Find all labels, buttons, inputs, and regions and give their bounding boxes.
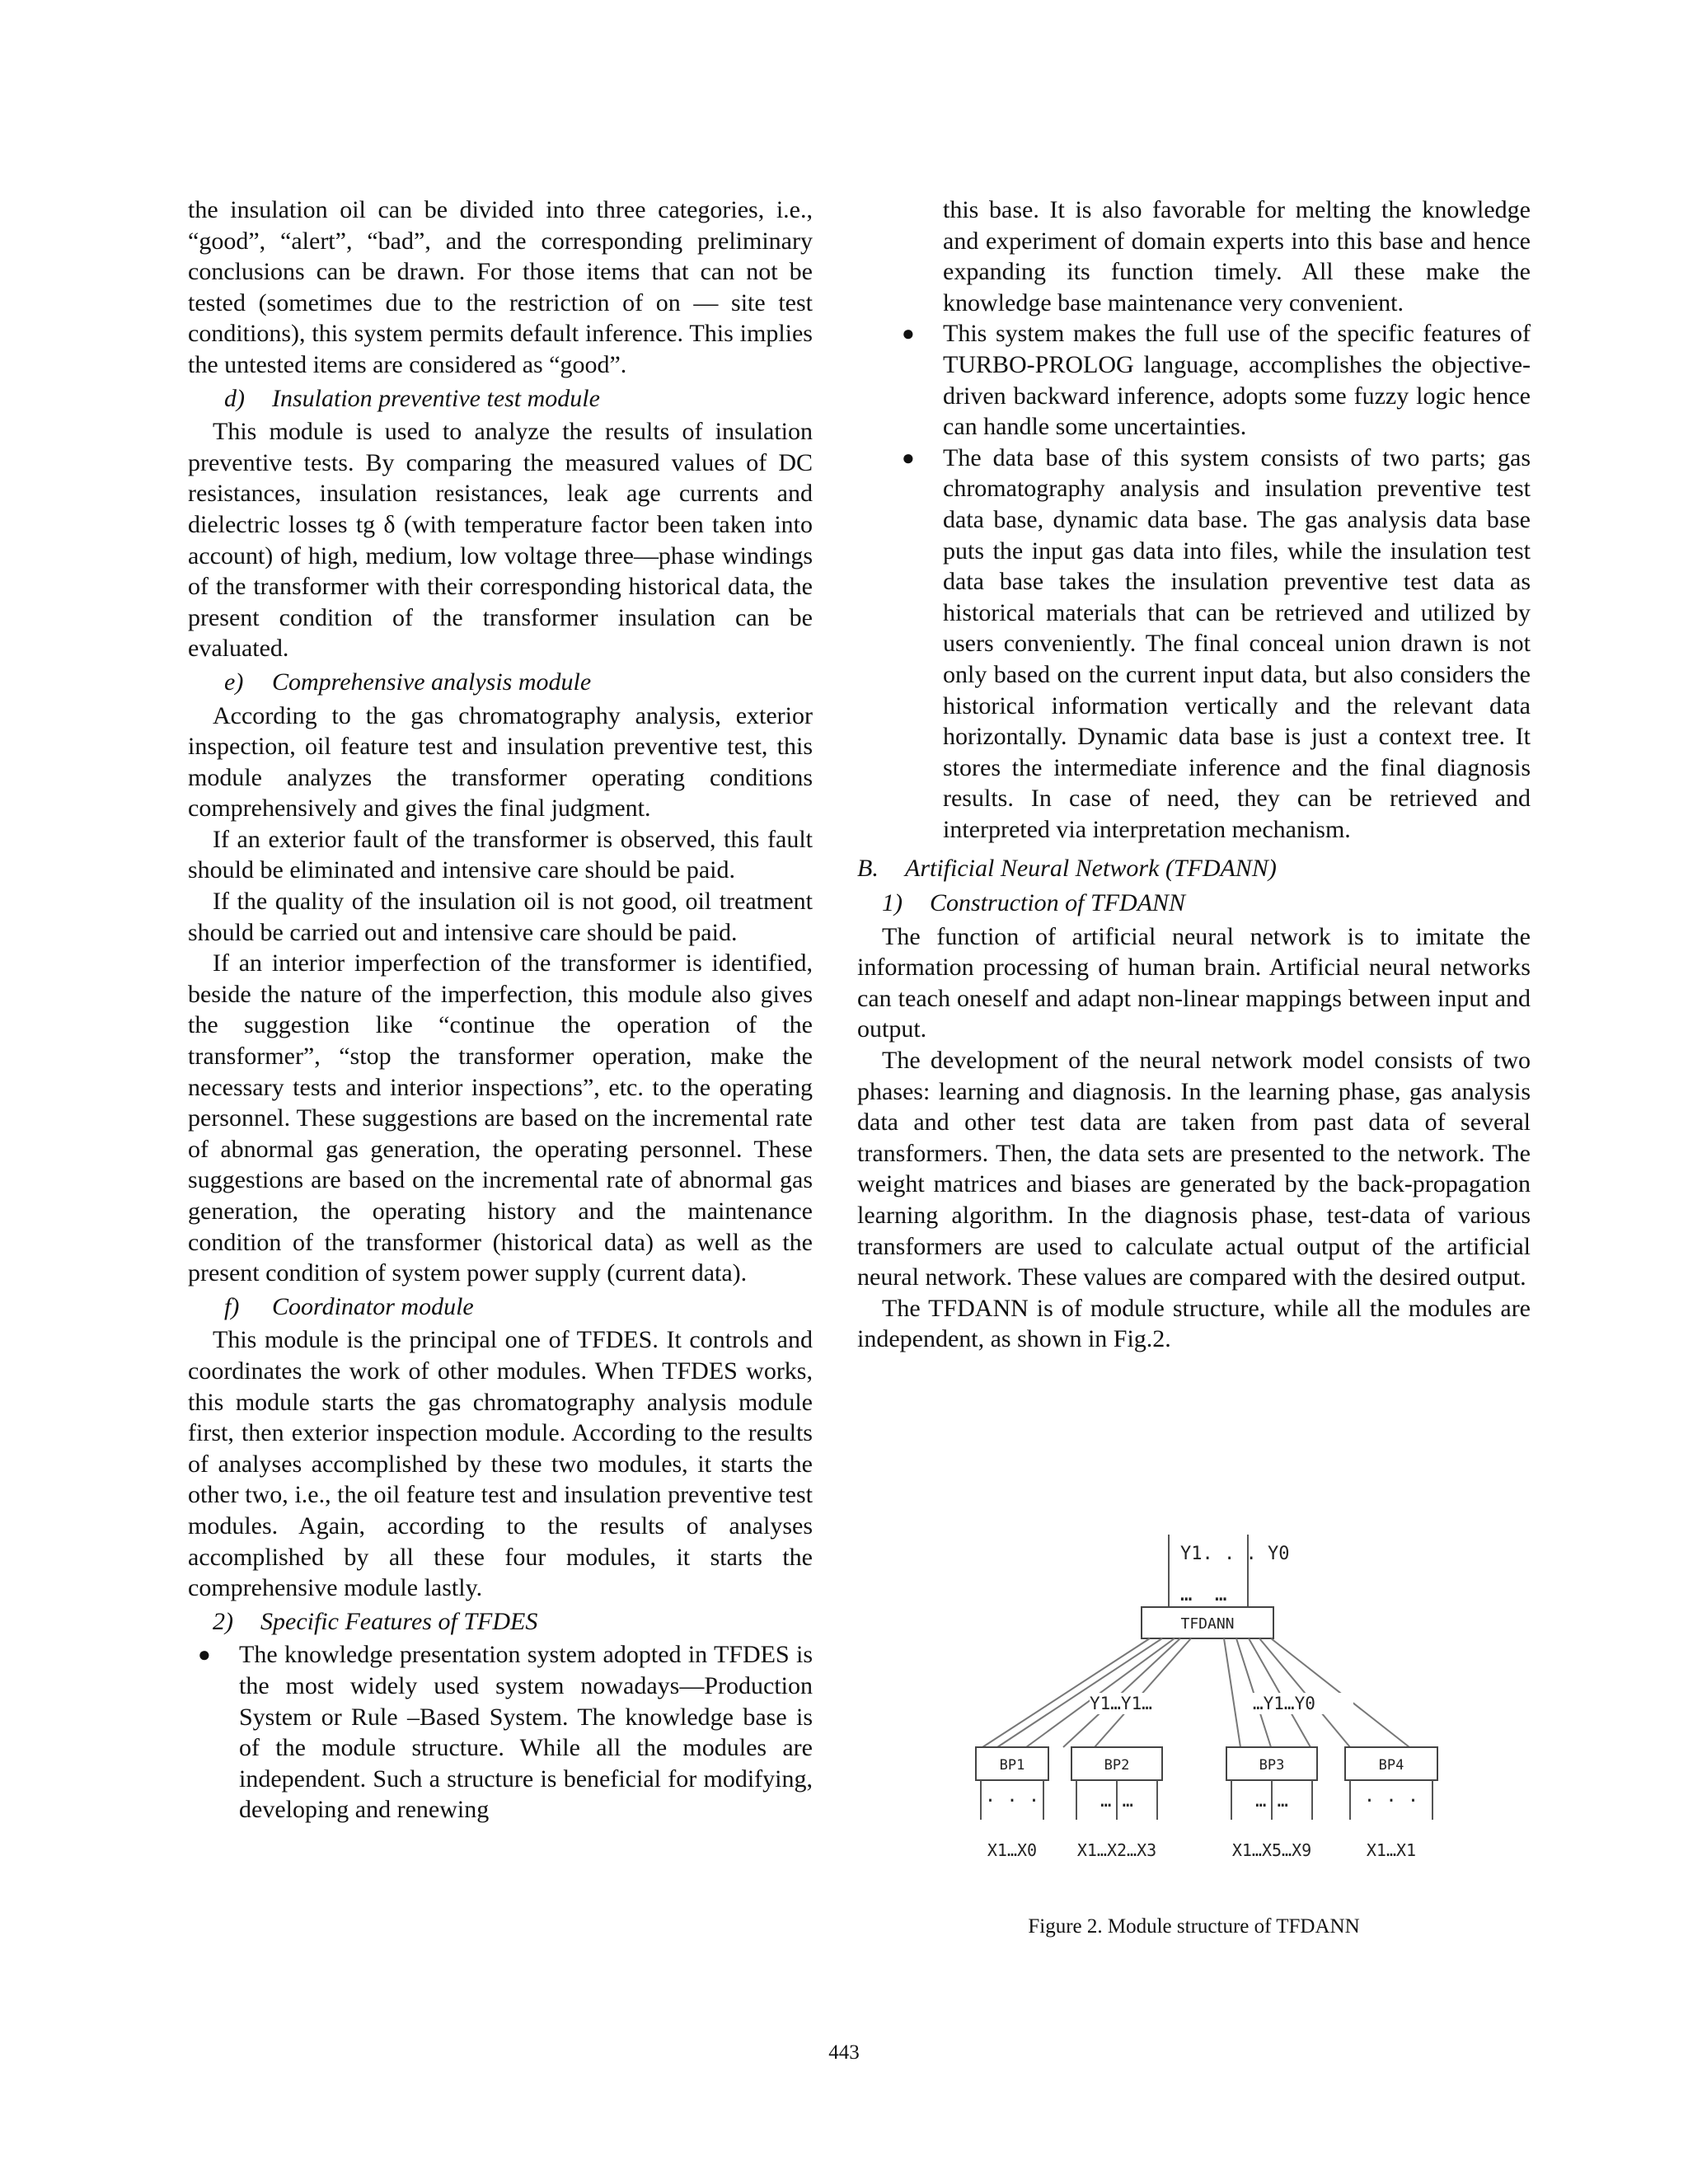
subsection-heading-1 (857, 888, 1531, 919)
subsection-heading-2 (188, 1606, 813, 1638)
paragraph-coordinator: This module is the principal one of TFDES. It controls and coordinates the work of other modules. When TFDES works, this module starts the gas chromatography analysis module first, then exterior inspection module. According to the results of analyses accomplished by these two modules, it starts the other two, i.e., the oil feature test and insulation preventive test modules. Again, according to the results of analyses accomplished by all these four modules, it starts the comprehensive module lastly. (188, 1326, 813, 1602)
bp2-label: BP2 (1104, 1757, 1130, 1774)
paragraph-comprehensive-3: If the quality of the insulation oil is not good, oil treatment should be carried out and intensive care should be paid. (188, 888, 813, 946)
subsection-number: e) (224, 668, 244, 696)
paragraph-comprehensive-2: If an exterior fault of the transformer is observed, this fault should be eliminated and intensive care should be paid. (188, 825, 813, 884)
left-column (188, 194, 813, 1825)
bullet-icon: ● (198, 1643, 211, 1667)
subsection-title: Comprehensive analysis module (272, 668, 592, 696)
subsection-title: Construction of TFDANN (930, 889, 1186, 917)
connection-line (1224, 1638, 1240, 1747)
subsection-number: 1) (882, 889, 903, 917)
paragraph-ann-structure: The TFDANN is of module structure, while all the modules are independent, as shown in Fig.2. (857, 1294, 1531, 1353)
list-item-text: The knowledge presentation system adopted in TFDES is the most widely used system nowadays—Production System or Rule –Based System. The knowledge base is of the module structure. While all the modules are independent. Such a structure is beneficial for modifying, developing and renewing (239, 1641, 813, 1824)
paragraph-ann-function: The function of artificial neural network is to imitate the information processing of human brain. Artificial neural networks can teach oneself and adapt non-linear mappings between input and output. (857, 922, 1531, 1043)
list-item (902, 318, 1531, 442)
bp4-dots: · · · (1363, 1791, 1419, 1811)
bullet-icon: ● (902, 445, 915, 470)
figure-caption: Figure 2. Module structure of TFDANN (1028, 1915, 1360, 1938)
subsection-heading-d (188, 383, 813, 415)
list-item (902, 443, 1531, 846)
paragraph-intro: the insulation oil can be divided into three categories, i.e., “good”, “alert”, “bad”, and the corresponding preliminary conclusions can be drawn. For those items that can not be tested (sometimes due to the restriction of on — site test conditions), this system permits default inference. This implies the untested items are considered as “good”. (188, 196, 813, 378)
paragraph-comprehensive-4: If an interior imperfection of the transformer is identified, beside the nature of the imperfection, this module also gives the suggestion like “continue the operation of the transformer”, “stop the transformer operation, make the necessary tests and interior inspections”, etc. to the operating personnel. These suggestions are based on the incremental rate of abnormal gas generation, the operating personnel. These suggestions are based on the incremental rate of abnormal gas generation, the operating history and the maintenance condition of the transformer (historical data) as well as the present condition of system power supply (current data). (188, 949, 813, 1287)
bp1-dots: · · · (984, 1791, 1040, 1811)
module-structure-diagram (964, 1531, 1459, 1894)
list-item-text: this base. It is also favorable for melting the knowledge and experiment of domain experts into this base and hence expanding its function timely. All these make the knowledge base maintenance very convenient. (943, 196, 1531, 316)
list-item (943, 194, 1531, 318)
section-heading-b (857, 853, 1531, 884)
bullet-icon: ● (902, 321, 915, 346)
bp2-inputs: X1…X2…X3 (1076, 1840, 1157, 1860)
mid-label-right: …Y1…Y0 (1253, 1694, 1315, 1713)
section-title: Artificial Neural Network (TFDANN) (905, 855, 1277, 883)
bp2-dots: … … (1100, 1791, 1133, 1811)
paragraph-ann-development: The development of the neural network model consists of two phases: learning and diagnosis. In the learning phase, gas analysis data and other test data are taken from past data of several transformers. Then, the data sets are presented to the network. The weight matrices and biases are generated by the back-propagation learning algorithm. In the diagnosis phase, test-data of various transformers are used to calculate actual output of the artificial neural network. These values are compared with the desired output. (857, 1047, 1531, 1291)
bp3-label: BP3 (1259, 1757, 1285, 1774)
subsection-number: f) (224, 1292, 240, 1320)
list-item-text: The data base of this system consists of two parts; gas chromatography analysis and insulation preventive test data base, dynamic data base. The gas analysis data base puts the input gas data into files, while the insulation test data base takes the insulation preventive test data as historical materials that can be retrieved and utilized by users conveniently. The final conceal union drawn is not only based on the current input data, but also considers the historical information vertically and the relevant data horizontally. Dynamic data base is just a context tree. It stores the intermediate inference and the final diagnosis results. In case of need, they can be retrieved and interpreted via interpretation mechanism. (943, 443, 1531, 843)
figure-2 (964, 1531, 1459, 1894)
list-item-text: This system makes the full use of the specific features of TURBO-PROLOG language, accomplishes the objective-driven backward inference, adopts some fuzzy logic hence can handle some uncertainties. (943, 320, 1531, 441)
bp4-inputs: X1…X1 (1366, 1840, 1417, 1860)
top-dots-right: … (1215, 1582, 1227, 1605)
subsection-title: Coordinator module (272, 1292, 474, 1320)
tfdann-label: TFDANN (1180, 1615, 1235, 1633)
paragraph-comprehensive-1: According to the gas chromatography analysis, exterior inspection, oil feature test and insulation preventive test, this module analyzes the transformer operating conditions comprehensively and gives the final judgment. (188, 701, 813, 823)
subsection-title: Specific Features of TFDES (260, 1607, 538, 1635)
subsection-heading-f (188, 1291, 813, 1323)
top-output-label: Y1. . . Y0 (1180, 1544, 1290, 1564)
bp1-label: BP1 (999, 1757, 1025, 1774)
right-column (857, 194, 1531, 1355)
bp3-inputs: X1…X5…X9 (1231, 1840, 1312, 1860)
subsection-heading-e (188, 667, 813, 698)
section-number: B. (857, 855, 879, 883)
top-dots-left: … (1180, 1582, 1193, 1605)
bp4-label: BP4 (1378, 1757, 1404, 1774)
paragraph-insulation-test: This module is used to analyze the results of insulation preventive tests. By comparing the measured values of DC resistances, insulation resistances, leak age currents and dielectric losses tg δ (with temperature factor been taken into account) of high, medium, low voltage three—phase windings of the transformer with their corresponding historical data, the present condition of the transformer insulation can be evaluated. (188, 418, 813, 663)
subsection-number: d) (224, 384, 245, 412)
page-number: 443 (828, 2041, 860, 2064)
list-item (198, 1639, 813, 1825)
mid-label-left: Y1…Y1… (1090, 1694, 1152, 1713)
bp3-dots: … … (1255, 1791, 1288, 1811)
subsection-title: Insulation preventive test module (272, 384, 600, 412)
bp1-inputs: X1…X0 (987, 1840, 1038, 1860)
feature-list-continued (857, 194, 1531, 845)
feature-list (188, 1639, 813, 1825)
subsection-number: 2) (213, 1607, 233, 1635)
